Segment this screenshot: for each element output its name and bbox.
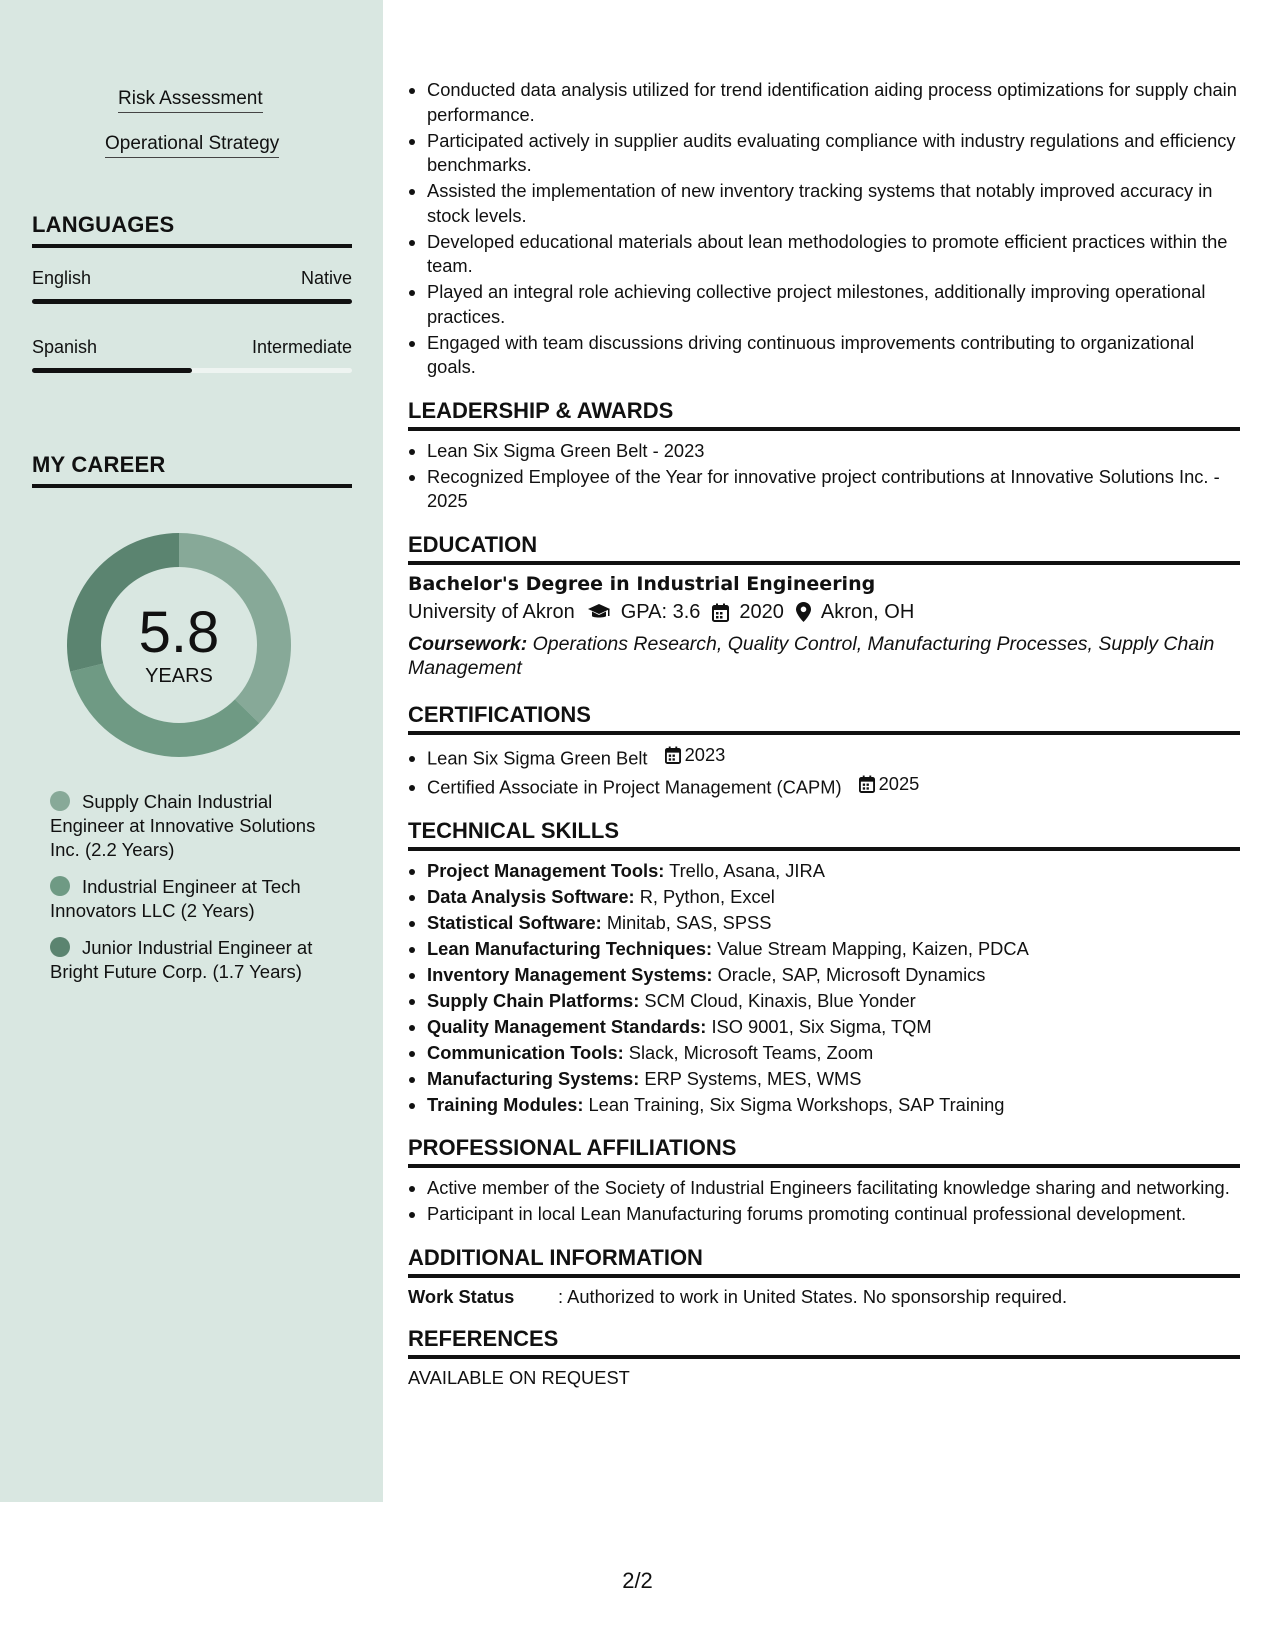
skill-category: Data Analysis Software: <box>427 885 635 907</box>
language-proficiency-bar <box>32 299 352 304</box>
technical-skill-item <box>427 911 1240 936</box>
certification-date: 2025 <box>878 772 920 794</box>
technical-skill-item <box>427 963 1240 988</box>
skill-values: ISO 9001, Six Sigma, TQM <box>711 1015 932 1037</box>
education-details <box>408 601 1240 624</box>
certification-date: 2023 <box>684 743 726 765</box>
technical-skill-item <box>427 1041 1240 1066</box>
career-legend-item <box>50 790 340 862</box>
career-donut-chart <box>64 530 294 760</box>
experience-bullet: • Played an integral role achieving collective project milestones, additionally improving operational practices. <box>427 280 1240 329</box>
affiliation-item: • Active member of the Society of Industrial Engineers facilitating knowledge sharing and networking. <box>427 1176 1240 1201</box>
skill-values: SCM Cloud, Kinaxis, Blue Yonder <box>644 989 916 1011</box>
language-name: English <box>32 268 92 288</box>
languages-heading: LANGUAGES <box>32 212 352 248</box>
language-level: Native <box>300 268 352 288</box>
language-proficiency-fill <box>32 368 192 373</box>
experience-bullet: • Engaged with team discussions driving continuous improvements contributing to organizational goals. <box>427 331 1240 380</box>
experience-bullet: • Developed educational materials about lean methodologies to promote efficient practices within the team. <box>427 230 1240 279</box>
language-proficiency-bar <box>32 368 352 373</box>
skill-category: Supply Chain Platforms: <box>427 989 640 1011</box>
calendar-icon <box>712 603 729 622</box>
skill-category: Manufacturing Systems: <box>427 1067 640 1089</box>
technical-skill-item <box>427 859 1240 884</box>
technical-skill-item <box>427 1015 1240 1040</box>
work-status-value: : Authorized to work in United States. No sponsorship required. <box>558 1285 1068 1307</box>
certification-name: Certified Associate in Project Management (CAPM) <box>427 776 842 797</box>
education-school: University of Akron <box>408 600 575 623</box>
education-heading: EDUCATION <box>408 532 1240 565</box>
experience-bullet: • Assisted the implementation of new inventory tracking systems that notably improved accuracy in stock levels. <box>427 179 1240 228</box>
work-status-key: Work Status <box>408 1285 515 1307</box>
technical-skill-item <box>427 937 1240 962</box>
affiliations-heading: PROFESSIONAL AFFILIATIONS <box>408 1135 1240 1168</box>
skill-chip: Operational Strategy <box>105 133 279 158</box>
legend-dot <box>50 791 70 811</box>
certification-name: Lean Six Sigma Green Belt <box>427 746 648 768</box>
career-legend-item <box>50 875 340 923</box>
skill-category: Inventory Management Systems: <box>427 963 713 985</box>
language-proficiency-fill <box>32 299 352 304</box>
calendar-icon <box>665 746 681 764</box>
skill-category: Communication Tools: <box>427 1041 624 1063</box>
skill-values: R, Python, Excel <box>639 885 775 907</box>
graduation-cap-icon <box>587 603 611 621</box>
main-content <box>408 78 1240 1389</box>
skill-category: Lean Manufacturing Techniques: <box>427 937 713 959</box>
certifications-heading: CERTIFICATIONS <box>408 702 1240 735</box>
language-level: Intermediate <box>251 337 352 357</box>
technical-skills-heading: TECHNICAL SKILLS <box>408 818 1240 851</box>
education-gpa: GPA: 3.6 <box>620 600 701 623</box>
certification-item <box>427 743 1240 771</box>
affiliations-list <box>408 1176 1240 1227</box>
career-unit: YEARS <box>145 664 213 687</box>
technical-skill-item <box>427 1093 1240 1118</box>
education-degree: Bachelor's Degree in Industrial Engineering <box>408 572 876 595</box>
technical-skill-item <box>427 989 1240 1014</box>
sidebar <box>0 0 383 1502</box>
skill-category: Training Modules: <box>427 1093 584 1115</box>
language-name: Spanish <box>32 337 98 357</box>
skill-category: Quality Management Standards: <box>427 1015 707 1037</box>
coursework-label: Coursework: <box>408 632 528 655</box>
technical-skill-item <box>427 1067 1240 1092</box>
certifications-list <box>408 743 1240 800</box>
career-total-years: 5.8 <box>138 599 220 665</box>
language-row <box>32 337 352 358</box>
skill-category: Statistical Software: <box>427 911 602 933</box>
coursework-text: Operations Research, Quality Control, Manufacturing Processes, Supply Chain Management <box>408 632 1215 679</box>
language-row <box>32 268 352 289</box>
leadership-item: • Recognized Employee of the Year for innovative project contributions at Innovative Solutions Inc. - 2025 <box>427 465 1240 514</box>
affiliation-item: • Participant in local Lean Manufacturing forums promoting continual professional development. <box>427 1202 1240 1227</box>
leadership-heading: LEADERSHIP & AWARDS <box>408 398 1240 431</box>
education-location: Akron, OH <box>820 600 915 623</box>
leadership-item: • Lean Six Sigma Green Belt - 2023 <box>427 439 1240 464</box>
career-legend <box>50 790 340 997</box>
education-year: 2020 <box>739 600 784 623</box>
skill-values: Lean Training, Six Sigma Workshops, SAP Training <box>588 1093 1005 1115</box>
skill-values: Oracle, SAP, Microsoft Dynamics <box>717 963 986 985</box>
career-legend-label: Industrial Engineer at Tech Innovators LLC (2 Years) <box>50 876 301 921</box>
experience-bullets <box>408 78 1240 380</box>
career-donut-center <box>64 530 294 760</box>
references-text: AVAILABLE ON REQUEST <box>408 1366 630 1388</box>
skill-values: Minitab, SAS, SPSS <box>606 911 772 933</box>
career-legend-label: Junior Industrial Engineer at Bright Future Corp. (1.7 Years) <box>50 937 313 982</box>
work-status-row <box>408 1286 1240 1308</box>
certification-item <box>427 772 1240 800</box>
education-coursework <box>408 632 1240 680</box>
experience-bullet: • Conducted data analysis utilized for trend identification aiding process optimizations for supply chain performance. <box>427 78 1240 127</box>
legend-dot <box>50 937 70 957</box>
leadership-list <box>408 439 1240 514</box>
skill-values: Slack, Microsoft Teams, Zoom <box>628 1041 874 1063</box>
skill-category: Project Management Tools: <box>427 859 665 881</box>
career-heading: MY CAREER <box>32 452 352 488</box>
references-heading: REFERENCES <box>408 1326 1240 1359</box>
technical-skills-list <box>408 859 1240 1118</box>
skill-values: ERP Systems, MES, WMS <box>644 1067 862 1089</box>
career-legend-item <box>50 936 340 984</box>
location-pin-icon <box>796 602 811 622</box>
skill-values: Value Stream Mapping, Kaizen, PDCA <box>717 937 1029 959</box>
calendar-icon <box>859 775 875 793</box>
technical-skill-item <box>427 885 1240 910</box>
legend-dot <box>50 876 70 896</box>
skill-values: Trello, Asana, JIRA <box>669 859 825 881</box>
additional-info-heading: ADDITIONAL INFORMATION <box>408 1245 1240 1278</box>
career-legend-label: Supply Chain Industrial Engineer at Innovative Solutions Inc. (2.2 Years) <box>50 791 316 860</box>
experience-bullet: • Participated actively in supplier audits evaluating compliance with industry regulations and efficiency benchmarks. <box>427 129 1240 178</box>
skill-chip: Risk Assessment <box>118 88 263 113</box>
page-number: 2/2 <box>622 1568 653 1593</box>
